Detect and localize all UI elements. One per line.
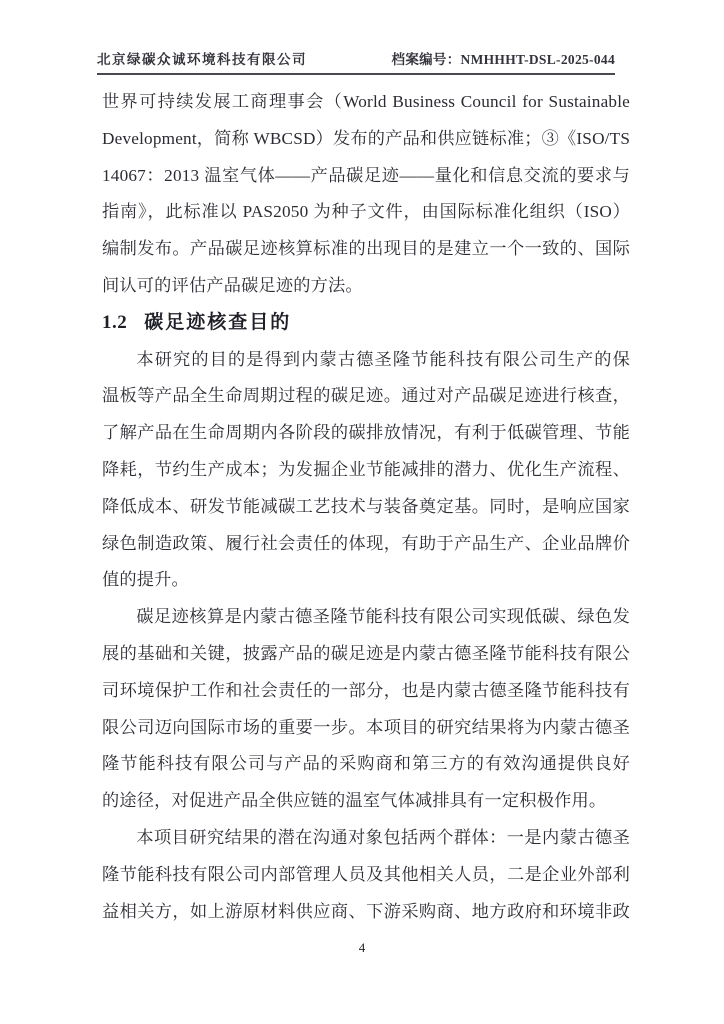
body-text-line: 司环境保护工作和社会责任的一部分，也是内蒙古德圣隆节能科技有 [102,680,630,700]
body-text-line: 指南》，此标准以 PAS2050 为种子文件，由国际标准化组织（ISO） [102,202,630,222]
body-text-line: 世界可持续发展工商理事会（World Business Council for Sustainable [102,92,630,111]
page-footer [0,940,724,956]
section-heading [102,305,630,342]
body-text-line: Development，简称 WBCSD）发布的产品和供应链标准；③《ISO/TS [102,128,631,148]
body-text-line: 碳足迹核算是内蒙古德圣隆节能科技有限公司实现低碳、绿色发 [136,607,630,627]
section-title: 碳足迹核查目的 [144,311,292,333]
body-text-line: 间认可的评估产品碳足迹的方法。 [102,275,363,295]
document-body [102,84,630,930]
body-text-line: 隆节能科技有限公司与产品的采购商和第三方的有效沟通提供良好 [102,754,630,774]
body-text-line: 限公司迈向国际市场的重要一步。本项目的研究结果将为内蒙古德圣 [102,717,630,737]
body-text-line: 本研究的目的是得到内蒙古德圣隆节能科技有限公司生产的保 [136,349,630,369]
body-text-line: 14067：2013 温室气体——产品碳足迹——量化和信息交流的要求与 [102,165,630,185]
body-text-line: 隆节能科技有限公司内部管理人员及其他相关人员，二是企业外部利 [102,864,630,884]
page-number: 4 [358,940,366,955]
body-text-line: 编制发布。产品碳足迹核算标准的出现目的是建立一个一致的、国际 [102,239,630,259]
body-text-line: 值的提升。 [102,570,189,590]
header-document-number: 档案编号：NMHHHT-DSL-2025-044 [391,52,615,67]
body-text-line: 了解产品在生命周期内各阶段的碳排放情况，有利于低碳管理、节能 [102,423,630,443]
body-text-line: 降耗，节约生产成本；为发掘企业节能减排的潜力、优化生产流程、 [102,459,630,479]
header-company-name: 北京绿碳众诚环境科技有限公司 [97,52,307,67]
body-text-line: 绿色制造政策、履行社会责任的体现，有助于产品生产、企业品牌价 [102,533,630,553]
body-text-line: 本项目研究结果的潜在沟通对象包括两个群体：一是内蒙古德圣 [136,827,630,847]
body-text-line: 益相关方，如上游原材料供应商、下游采购商、地方政府和环境非政 [102,901,630,921]
body-text-line: 展的基础和关键，披露产品的碳足迹是内蒙古德圣隆节能科技有限公 [102,643,630,663]
body-text-line: 降低成本、研发节能减碳工艺技术与装备奠定基。同时，是响应国家 [102,496,630,516]
section-number: 1.2 [102,311,128,333]
page-header [97,48,615,75]
body-text-line: 温板等产品全生命周期过程的碳足迹。通过对产品碳足迹进行核查， [102,386,630,406]
body-text-line: 的途径，对促进产品全供应链的温室气体减排具有一定积极作用。 [102,791,607,811]
